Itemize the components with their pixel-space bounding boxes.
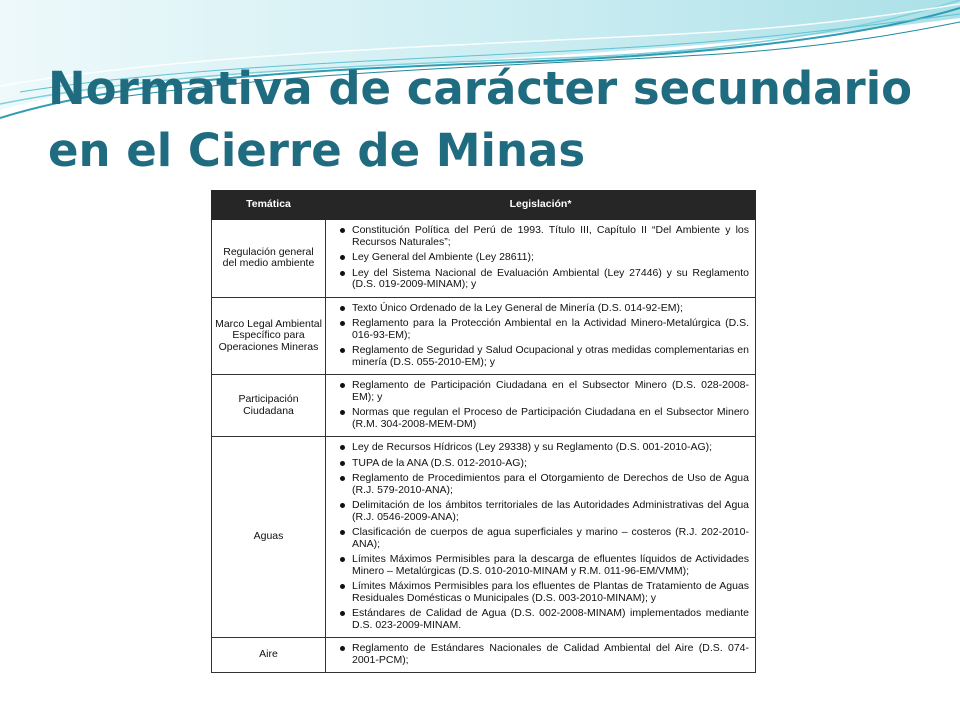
legislation-cell bbox=[326, 375, 756, 437]
slide-title-line-2: en el Cierre de Minas bbox=[48, 124, 586, 177]
header-tematica: Temática bbox=[212, 191, 326, 220]
legislation-item: Estándares de Calidad de Agua (D.S. 002-2008-MINAM) implementados mediante D.S. 023-2009-MINAM. bbox=[352, 607, 749, 631]
legislation-item: Ley General del Ambiente (Ley 28611); bbox=[352, 252, 749, 264]
theme-cell: Marco Legal Ambiental Específico para Operaciones Mineras bbox=[212, 297, 326, 375]
theme-cell: Participación Ciudadana bbox=[212, 375, 326, 437]
header-legislacion: Legislación* bbox=[326, 191, 756, 220]
legislation-item: Reglamento de Seguridad y Salud Ocupacional y otras medidas complementarias en minería (D.S. 055-2010-EM); y bbox=[352, 344, 749, 368]
legislation-cell bbox=[326, 638, 756, 673]
table-row bbox=[212, 220, 756, 298]
table-row bbox=[212, 638, 756, 673]
legislation-item: Reglamento para la Protección Ambiental en la Actividad Minero-Metalúrgica (D.S. 016-93-EM); bbox=[352, 317, 749, 341]
legislation-cell bbox=[326, 220, 756, 298]
slide-title-line-1: Normativa de carácter secundario bbox=[48, 62, 913, 115]
table-row bbox=[212, 375, 756, 437]
legislation-item: Límites Máximos Permisibles para los efluentes de Plantas de Tratamiento de Aguas Residuales Domésticas o Municipales (D.S. 003-2010-MINAM); y bbox=[352, 580, 749, 604]
legislation-cell bbox=[326, 297, 756, 375]
legislation-item: TUPA de la ANA (D.S. 012-2010-AG); bbox=[352, 458, 749, 470]
legislation-table bbox=[211, 190, 756, 673]
table-row bbox=[212, 297, 756, 375]
slide-title bbox=[48, 58, 912, 182]
legislation-item: Reglamento de Participación Ciudadana en el Subsector Minero (D.S. 028-2008-EM); y bbox=[352, 379, 749, 403]
theme-cell: Aire bbox=[212, 638, 326, 673]
legislation-item: Reglamento de Procedimientos para el Otorgamiento de Derechos de Uso de Agua (R.J. 579-2010-ANA); bbox=[352, 472, 749, 496]
theme-cell: Aguas bbox=[212, 437, 326, 638]
legislation-item: Texto Único Ordenado de la Ley General de Minería (D.S. 014-92-EM); bbox=[352, 303, 749, 315]
legislation-cell bbox=[326, 437, 756, 638]
legislation-item: Normas que regulan el Proceso de Participación Ciudadana en el Subsector Minero (R.M. 304-2008-MEM-DM) bbox=[352, 406, 749, 430]
legislation-item: Delimitación de los ámbitos territoriales de las Autoridades Administrativas del Agua (R.J. 0546-2009-ANA); bbox=[352, 499, 749, 523]
legislation-item: Clasificación de cuerpos de agua superficiales y marino – costeros (R.J. 202-2010-ANA); bbox=[352, 526, 749, 550]
table-header-row bbox=[212, 191, 756, 220]
legislation-item: Ley de Recursos Hídricos (Ley 29338) y su Reglamento (D.S. 001-2010-AG); bbox=[352, 442, 749, 454]
legislation-item: Ley del Sistema Nacional de Evaluación Ambiental (Ley 27446) y su Reglamento (D.S. 019-2009-MINAM); y bbox=[352, 266, 749, 290]
table-row bbox=[212, 437, 756, 638]
legislation-item: Constitución Política del Perú de 1993. Título III, Capítulo II “Del Ambiente y los Recursos Naturales”; bbox=[352, 224, 749, 248]
legislation-item: Reglamento de Estándares Nacionales de Calidad Ambiental del Aire (D.S. 074-2001-PCM); bbox=[352, 642, 749, 666]
theme-cell: Regulación general del medio ambiente bbox=[212, 220, 326, 298]
legislation-item: Límites Máximos Permisibles para la descarga de efluentes líquidos de Actividades Minero – Metalúrgicas (D.S. 010-2010-MINAM y R.M. 011-96-EM/VMM); bbox=[352, 553, 749, 577]
